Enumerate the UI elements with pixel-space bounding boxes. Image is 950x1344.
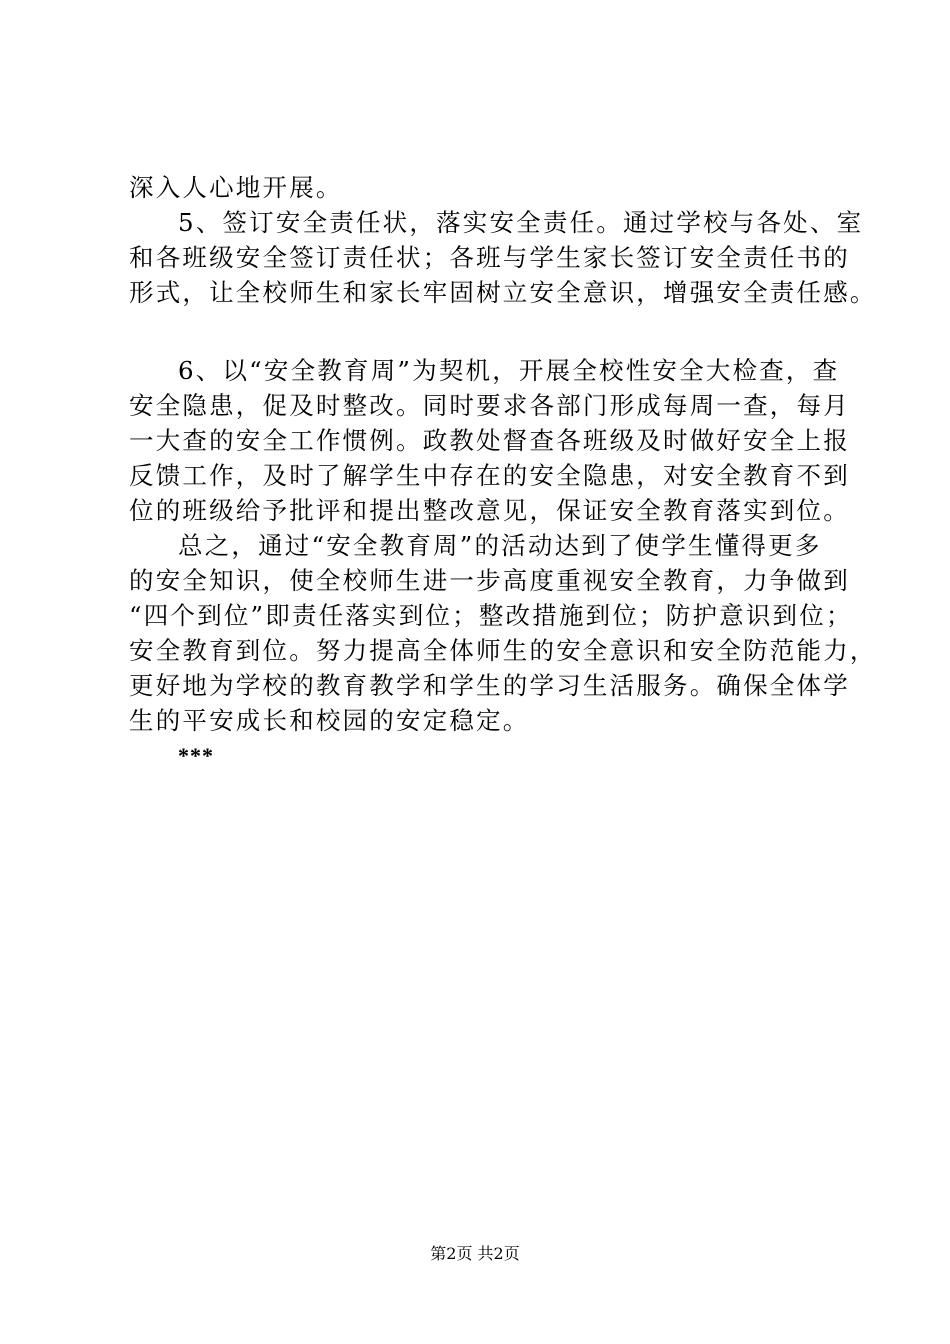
text-line: 安全教育到位。努力提高全体师生的安全意识和安全防范能力，	[129, 636, 877, 665]
paragraph-gap	[129, 310, 849, 353]
text-line: 安全隐患，促及时整改。同时要求各部门形成每周一查，每月	[129, 391, 850, 420]
separator-stars: ***	[178, 743, 214, 768]
page-footer: 第2页 共2页	[430, 1244, 520, 1263]
text-line: 形式，让全校师生和家长牢固树立安全意识，增强安全责任感。	[129, 278, 877, 307]
text-line: 位的班级给予批评和提出整改意见，保证安全教育落实到位。	[129, 496, 850, 525]
text-line-item-5: 5、签订安全责任状，落实安全责任。通过学校与各处、室	[178, 208, 864, 237]
text-line: “四个到位”即责任落实到位；整改措施到位；防护意识到位；	[129, 601, 853, 630]
text-line: 一大查的安全工作惯例。政教处督查各班级及时做好安全上报	[129, 426, 850, 455]
text-line: 更好地为学校的教育教学和学生的学习生活服务。确保全体学	[129, 671, 850, 700]
document-body	[129, 170, 877, 773]
text-line: 的安全知识，使全校师生进一步高度重视安全教育，力争做到	[129, 566, 850, 595]
text-line: 反馈工作，及时了解学生中存在的安全隐患，对安全教育不到	[129, 461, 850, 490]
text-line: 生的平安成长和校园的安定稳定。	[129, 706, 530, 735]
text-line: 深入人心地开展。	[129, 173, 343, 202]
text-line-item-6: 6、以“安全教育周”为契机，开展全校性安全大检查，查	[178, 356, 840, 385]
text-line: 和各班级安全签订责任状；各班与学生家长签订安全责任书的	[129, 243, 850, 272]
text-line-summary: 总之，通过“安全教育周”的活动达到了使学生懂得更多	[178, 531, 822, 560]
